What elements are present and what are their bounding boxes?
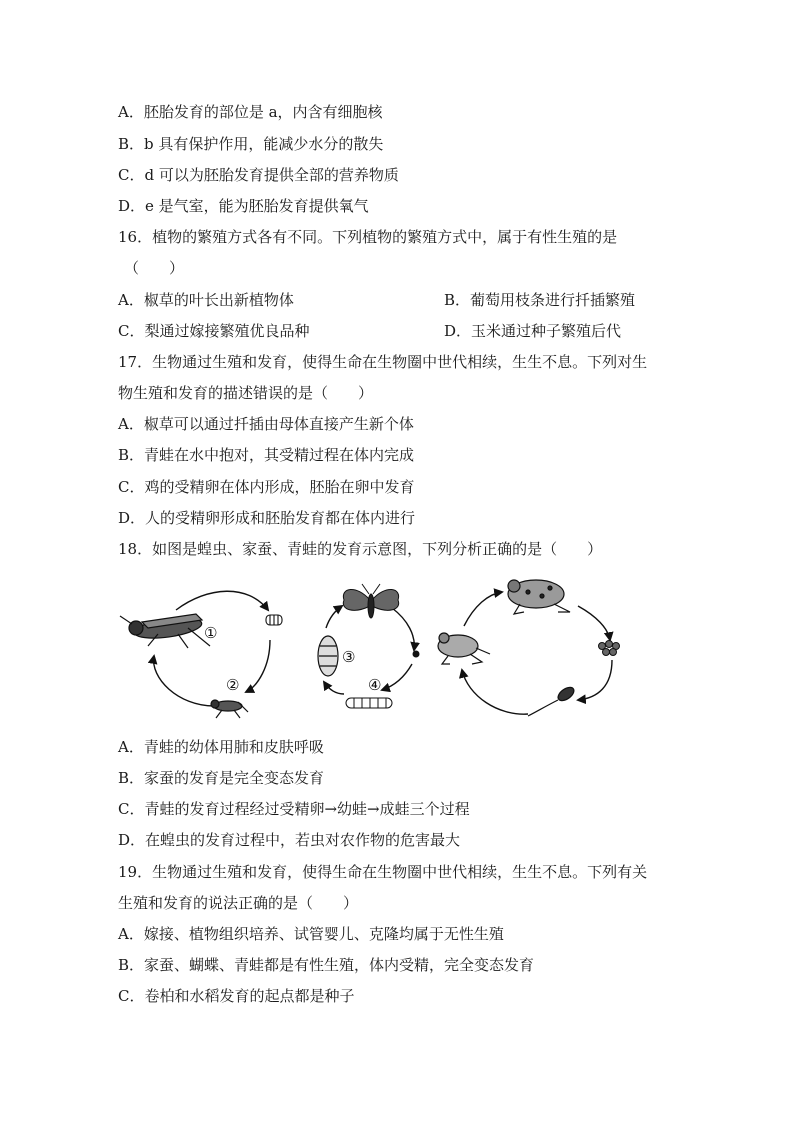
silkworm-egg-icon [413, 651, 420, 658]
q16-option-b: B．葡萄用枝条进行扦插繁殖 [444, 291, 636, 309]
q18-stem: 18．如图是蝗虫、家蚕、青蛙的发育示意图，下列分析正确的是（ ） [118, 540, 603, 558]
q16-option-c: C．梨通过嫁接繁殖优良品种 [118, 322, 310, 340]
q17-option-a: A．椒草可以通过扦插由母体直接产生新个体 [118, 415, 414, 433]
q18-option-a: A．青蛙的幼体用肺和皮肤呼吸 [118, 738, 324, 756]
q15-option-d: D．e 是气室，能为胚胎发育提供氧气 [118, 197, 369, 215]
q18-option-c: C．青蛙的发育过程经过受精卵→幼蛙→成蛙三个过程 [118, 800, 470, 818]
development-diagram [118, 566, 678, 726]
q19-stem-cont: 生殖和发育的说法正确的是（ ） [118, 894, 359, 912]
q19-option-a: A．嫁接、植物组织培养、试管婴儿、克隆均属于无性生殖 [118, 925, 504, 943]
q15-option-b: B．b 具有保护作用，能减少水分的散失 [118, 135, 384, 153]
q17-option-c: C．鸡的受精卵在体内形成，胚胎在卵中发育 [118, 478, 415, 496]
larva-icon [346, 698, 392, 708]
cocoon-icon [318, 636, 338, 676]
q18-option-b: B．家蚕的发育是完全变态发育 [118, 769, 325, 787]
moth-icon [343, 584, 398, 618]
label-3: ③ [342, 648, 356, 666]
q19-option-b: B．家蚕、蝴蝶、青蛙都是有性生殖，体内受精，完全变态发育 [118, 956, 535, 974]
adult-frog-icon [508, 580, 570, 614]
q16-answer-blank: （ ） [124, 259, 185, 277]
q15-option-a: A．胚胎发育的部位是 a，内含有细胞核 [118, 103, 383, 121]
q16-option-a: A．椒草的叶长出新植物体 [118, 291, 294, 309]
q19-option-c: C．卷柏和水稻发育的起点都是种子 [118, 987, 355, 1005]
label-1: ① [204, 624, 218, 642]
q17-option-b: B．青蛙在水中抱对，其受精过程在体内完成 [118, 446, 415, 464]
label-2: ② [226, 676, 240, 694]
q17-stem-cont: 物生殖和发育的描述错误的是（ ） [118, 384, 374, 402]
locust-nymph-icon [211, 700, 248, 718]
frog-cycle [462, 592, 612, 714]
q15-option-c: C．d 可以为胚胎发育提供全部的营养物质 [118, 166, 399, 184]
q16-option-d: D．玉米通过种子繁殖后代 [444, 322, 622, 340]
locust-cycle [154, 591, 270, 706]
q19-stem: 19．生物通过生殖和发育，使得生命在生物圈中世代相续，生生不息。下列有关 [118, 863, 648, 881]
adult-locust-icon [120, 614, 210, 648]
q17-option-d: D．人的受精卵形成和胚胎发育都在体内进行 [118, 509, 416, 527]
locust-egg-icon [266, 615, 282, 625]
q17-stem: 17．生物通过生殖和发育，使得生命在生物圈中世代相续，生生不息。下列对生 [118, 353, 648, 371]
young-frog-icon [438, 633, 490, 664]
label-4: ④ [368, 676, 382, 694]
q18-option-d: D．在蝗虫的发育过程中，若虫对农作物的危害最大 [118, 831, 461, 849]
q16-stem: 16．植物的繁殖方式各有不同。下列植物的繁殖方式中，属于有性生殖的是 [118, 228, 618, 246]
tadpole-icon [528, 685, 576, 716]
frog-eggs-icon [599, 641, 620, 656]
